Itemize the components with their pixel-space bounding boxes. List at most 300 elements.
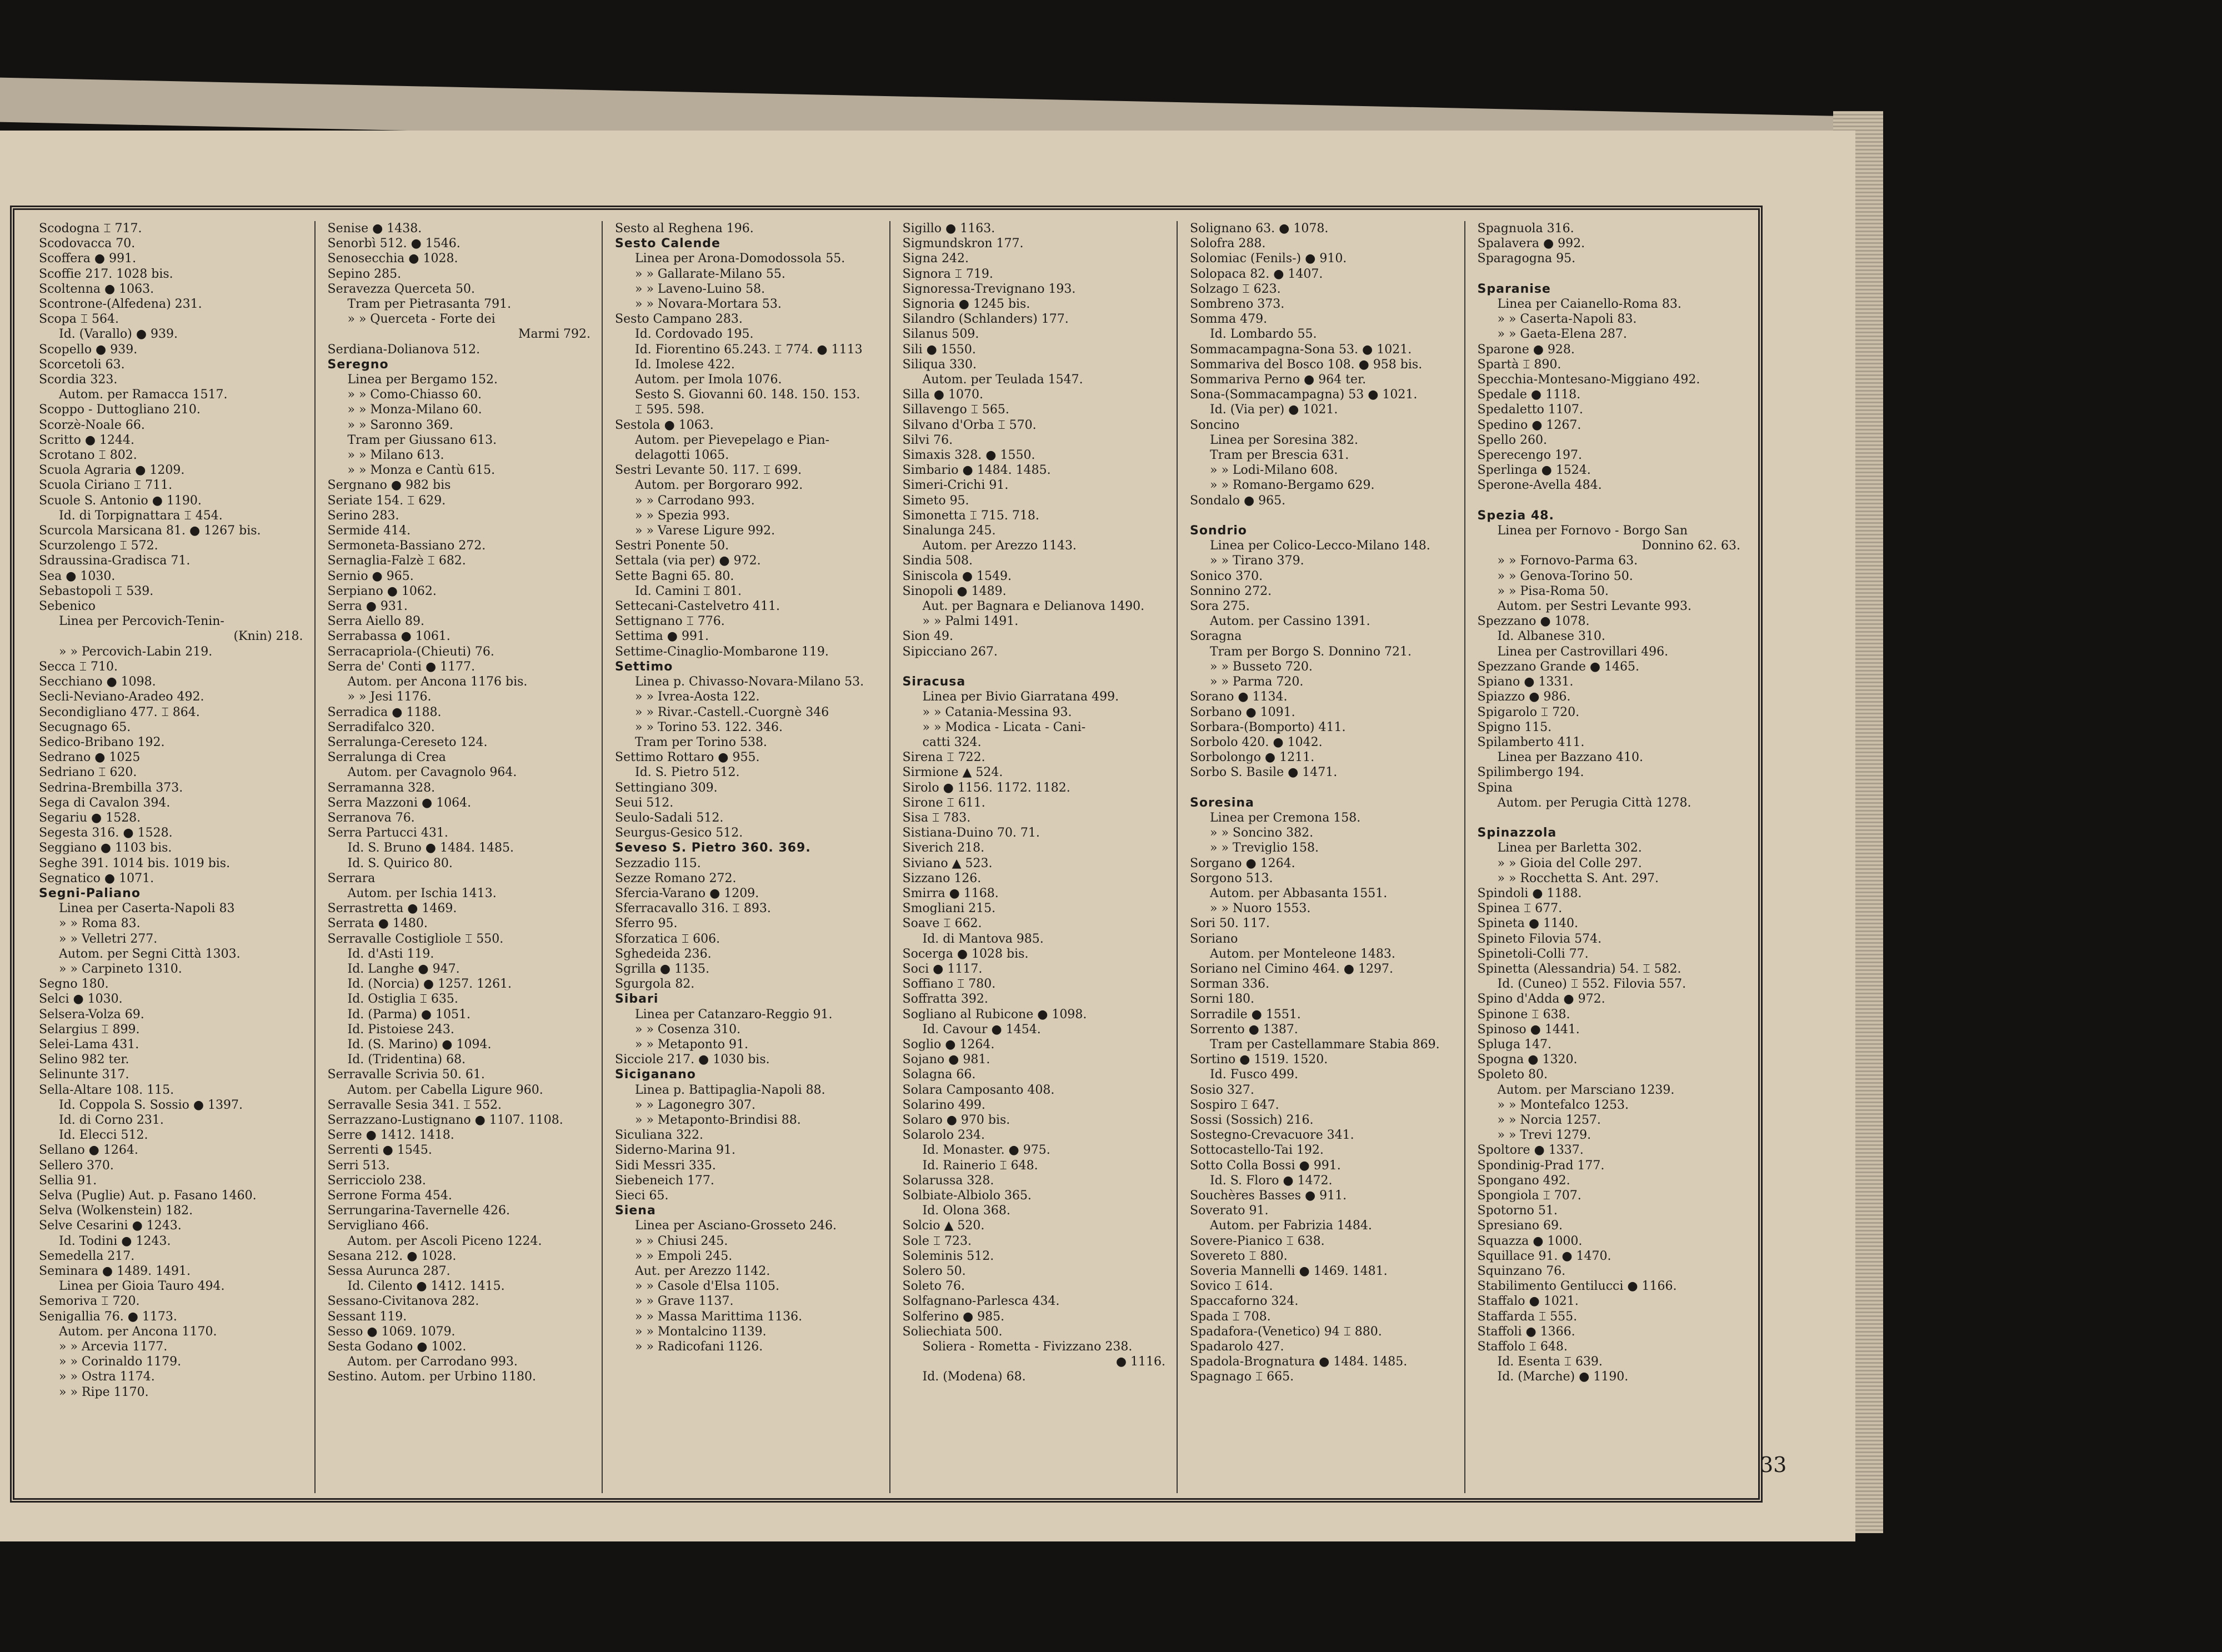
- index-entry: » » Spezia 993.: [635, 508, 730, 523]
- index-entry: Sessa Aurunca 287.: [327, 1264, 451, 1279]
- index-entry: Autom. per Sestri Levante 993.: [1497, 599, 1692, 614]
- index-entry: Sedico-Bribano 192.: [39, 735, 165, 749]
- index-entry: » » Caserta-Napoli 83.: [1497, 312, 1637, 327]
- index-entry: Linea per Colico-Lecco-Milano 148.: [1210, 539, 1430, 553]
- index-entry: ● 1116.: [1115, 1355, 1165, 1369]
- index-entry: Squazza ● 1000.: [1477, 1234, 1583, 1248]
- index-entry: Sermoneta-Bassiano 272.: [327, 539, 486, 553]
- index-entry: ⌶ 595. 598.: [635, 403, 705, 417]
- index-entry: Id. Camini ⌶ 801.: [635, 584, 742, 598]
- index-entry: Semedella 217.: [39, 1249, 135, 1263]
- index-entry: Sebenico: [39, 599, 96, 614]
- index-entry: Segno 180.: [39, 977, 109, 992]
- index-entry: Sperecengo 197.: [1477, 448, 1583, 463]
- index-entry: Serramanna 328.: [327, 780, 436, 795]
- index-entry: Id. (S. Marino) ● 1094.: [347, 1037, 492, 1052]
- index-entry: Id. Imolese 422.: [635, 357, 735, 372]
- page-number: 33: [1760, 1453, 1787, 1477]
- index-entry: Spadafora-(Venetico) 94 ⌶ 880.: [1190, 1324, 1382, 1339]
- index-entry: Settecani-Castelvetro 411.: [615, 599, 780, 614]
- index-frame: [10, 206, 1763, 1503]
- index-entry: » » Nuoro 1553.: [1210, 902, 1311, 916]
- index-entry: Id. Fiorentino 65.243. ⌶ 774. ● 1113: [635, 342, 863, 357]
- index-entry: Id. (Varallo) ● 939.: [59, 327, 178, 342]
- index-entry: » » Montalcino 1139.: [635, 1324, 767, 1339]
- index-entry: Solomiac (Fenils-) ● 910.: [1190, 252, 1347, 266]
- index-entry: Autom. per Ascoli Piceno 1224.: [347, 1234, 542, 1248]
- index-entry: Spoltore ● 1337.: [1477, 1143, 1584, 1158]
- index-entry: Id. (Modena) 68.: [922, 1370, 1026, 1384]
- index-entry: Spagnuola 316.: [1477, 222, 1574, 236]
- index-entry: » » Busseto 720.: [1210, 659, 1313, 674]
- index-entry: [1190, 780, 1459, 795]
- index-entry: Serra ● 931.: [327, 599, 408, 614]
- index-entry: Sedriano ⌶ 620.: [39, 765, 137, 780]
- index-entry: Sogliano al Rubicone ● 1098.: [902, 1007, 1087, 1022]
- index-column-5: [1177, 221, 1464, 1493]
- index-entry: Secca ⌶ 710.: [39, 659, 118, 674]
- index-entry: Seulo-Sadali 512.: [615, 810, 724, 825]
- index-entry: Tram per Torino 538.: [635, 735, 767, 749]
- index-entry: Spinone ⌶ 638.: [1477, 1007, 1570, 1022]
- index-entry: Sovico ⌶ 614.: [1190, 1279, 1273, 1294]
- index-entry: Sellero 370.: [39, 1158, 114, 1173]
- index-entry: Silanus 509.: [902, 327, 979, 342]
- index-entry: Segariu ● 1528.: [39, 810, 141, 825]
- index-entry: Soave ⌶ 662.: [902, 917, 982, 931]
- index-entry: Settima ● 991.: [615, 629, 709, 644]
- index-entry: » » Soncino 382.: [1210, 826, 1314, 840]
- index-entry: » » Radicofani 1126.: [635, 1340, 763, 1354]
- index-entry: Signoria ● 1245 bis.: [902, 297, 1030, 312]
- book-page: [0, 131, 1855, 1541]
- index-entry: Spresiano 69.: [1477, 1219, 1563, 1233]
- index-entry: Spiazzo ● 986.: [1477, 690, 1571, 704]
- index-entry: Serri 513.: [327, 1158, 390, 1173]
- index-entry: Seriate 154. ⌶ 629.: [327, 493, 446, 508]
- index-entry: Selva (Wolkenstein) 182.: [39, 1204, 193, 1218]
- index-entry: Spoleto 80.: [1477, 1068, 1548, 1082]
- index-entry: Tram per Pietrasanta 791.: [347, 297, 512, 312]
- index-columns: [27, 221, 1751, 1493]
- index-entry: Settignano ⌶ 776.: [615, 614, 725, 629]
- index-entry: Sirena ⌶ 722.: [902, 750, 985, 765]
- index-entry: Tram per Castellammare Stabia 869.: [1210, 1037, 1440, 1052]
- index-entry: Secli-Neviano-Aradeo 492.: [39, 690, 204, 704]
- index-entry: » » Milano 613.: [347, 448, 444, 463]
- index-entry: Sombreno 373.: [1190, 297, 1285, 312]
- index-entry: Donnino 62. 63.: [1642, 539, 1740, 553]
- index-entry: Siculiana 322.: [615, 1128, 704, 1143]
- index-entry: Scurzolengo ⌶ 572.: [39, 539, 158, 553]
- index-entry: catti 324.: [922, 735, 982, 749]
- index-entry: Specchia-Montesano-Miggiano 492.: [1477, 373, 1700, 387]
- index-entry: » » Lodi-Milano 608.: [1210, 463, 1338, 478]
- index-entry: Sieci 65.: [615, 1189, 669, 1203]
- index-entry: Sferro 95.: [615, 917, 678, 931]
- index-entry: Autom. per Marsciano 1239.: [1497, 1083, 1675, 1097]
- index-entry: Autom. per Segni Città 1303.: [59, 947, 241, 961]
- index-entry: Senise ● 1438.: [327, 222, 422, 236]
- index-entry: Id. S. Bruno ● 1484. 1485.: [347, 841, 514, 855]
- index-entry: Sellia 91.: [39, 1173, 97, 1188]
- index-entry: Signa 242.: [902, 252, 969, 266]
- index-entry: » » Fornovo-Parma 63.: [1497, 554, 1638, 568]
- index-entry: Sinalunga 245.: [902, 524, 996, 538]
- index-column-3: [602, 221, 889, 1493]
- index-entry: Spigarolo ⌶ 720.: [1477, 705, 1580, 719]
- index-entry: Autom. per Ischia 1413.: [347, 886, 497, 900]
- index-entry: Siviano ▲ 523.: [902, 856, 993, 870]
- index-entry: Secchiano ● 1098.: [39, 675, 156, 689]
- index-entry: » » Ostra 1174.: [59, 1370, 155, 1384]
- index-entry: Squillace 91. ● 1470.: [1477, 1249, 1612, 1263]
- index-entry: Spaccaforno 324.: [1190, 1294, 1299, 1309]
- index-entry: Spalavera ● 992.: [1477, 237, 1585, 251]
- index-entry: Linea per Arona-Domodossola 55.: [635, 252, 845, 266]
- index-entry: Silla ● 1070.: [902, 388, 983, 402]
- index-entry: Serravalle Sesia 341. ⌶ 552.: [327, 1098, 502, 1112]
- index-entry: Spinea ⌶ 677.: [1477, 902, 1563, 916]
- index-entry: Simaxis 328. ● 1550.: [902, 448, 1035, 463]
- index-entry: Sesto Campano 283.: [615, 312, 743, 327]
- index-entry: Solignano 63. ● 1078.: [1190, 222, 1329, 236]
- index-entry: Serranova 76.: [327, 810, 415, 825]
- index-entry: Sestola ● 1063.: [615, 418, 714, 432]
- index-entry: Id. di Torpignattara ⌶ 454.: [59, 508, 223, 523]
- index-entry: Sebastopoli ⌶ 539.: [39, 584, 154, 598]
- index-entry: » » Monza e Cantù 615.: [347, 463, 496, 478]
- index-entry: Scopello ● 939.: [39, 342, 138, 357]
- index-entry: Sergnano ● 982 bis: [327, 478, 451, 493]
- index-entry: Serrazzano-Lustignano ● 1107. 1108.: [327, 1113, 563, 1127]
- index-entry: » » Jesi 1176.: [347, 690, 432, 704]
- index-entry: Autom. per Abbasanta 1551.: [1210, 886, 1388, 900]
- index-entry: » » Norcia 1257.: [1497, 1113, 1601, 1127]
- index-entry: Spiano ● 1331.: [1477, 675, 1574, 689]
- index-entry: Sezzadio 115.: [615, 856, 701, 870]
- index-entry: Sella-Altare 108. 115.: [39, 1083, 174, 1097]
- index-entry: » » Velletri 277.: [59, 932, 158, 946]
- index-entry: Sfercia-Varano ● 1209.: [615, 886, 759, 900]
- index-entry: » » Percovich-Labin 219.: [59, 644, 213, 659]
- index-entry: Sparagogna 95.: [1477, 252, 1576, 266]
- index-entry: Scoppo - Duttogliano 210.: [39, 403, 201, 417]
- index-entry: Sonnino 272.: [1190, 584, 1272, 598]
- index-entry: Spina: [1477, 780, 1513, 795]
- index-entry: Solara Camposanto 408.: [902, 1083, 1055, 1097]
- index-entry: Sondalo ● 965.: [1190, 493, 1286, 508]
- index-entry: Linea per Caianello-Roma 83.: [1497, 297, 1681, 312]
- index-entry: Spinetta (Alessandria) 54. ⌶ 582.: [1477, 962, 1681, 976]
- index-entry: Id. S. Floro ● 1472.: [1210, 1173, 1333, 1188]
- index-entry: Spilimbergo 194.: [1477, 765, 1584, 780]
- index-entry: Sorgono 513.: [1190, 871, 1273, 885]
- index-entry: Sostegno-Crevacuore 341.: [1190, 1128, 1354, 1143]
- index-entry: Soliera - Rometta - Fivizzano 238.: [922, 1340, 1133, 1354]
- index-entry: Sirolo ● 1156. 1172. 1182.: [902, 780, 1070, 795]
- index-entry: Sorbara-(Bomporto) 411.: [1190, 720, 1346, 734]
- index-entry: Sferracavallo 316. ⌶ 893.: [615, 902, 771, 916]
- index-entry: Sega di Cavalon 394.: [39, 795, 171, 810]
- index-entry: Sorgano ● 1264.: [1190, 856, 1295, 870]
- index-entry: Souchères Basses ● 911.: [1190, 1189, 1347, 1203]
- index-entry: Sole ⌶ 723.: [902, 1234, 972, 1248]
- index-entry: Sesto S. Giovanni 60. 148. 150. 153.: [635, 388, 860, 402]
- index-entry: Spagnago ⌶ 665.: [1190, 1370, 1294, 1384]
- index-entry: Sion 49.: [902, 629, 954, 644]
- index-entry: Socerga ● 1028 bis.: [902, 947, 1029, 961]
- index-entry: Aut. per Arezzo 1142.: [635, 1264, 770, 1279]
- index-entry: Id. Langhe ● 947.: [347, 962, 460, 976]
- index-entry: Id. (Tridentina) 68.: [347, 1053, 466, 1067]
- index-entry: Spluga 147.: [1477, 1037, 1552, 1052]
- index-entry: Scodovacca 70.: [39, 237, 136, 251]
- index-entry: Id. Cordovado 195.: [635, 327, 754, 342]
- index-entry: Sorrento ● 1387.: [1190, 1022, 1298, 1037]
- index-entry: Squinzano 76.: [1477, 1264, 1566, 1279]
- index-entry: Serrara: [327, 871, 376, 885]
- index-entry: Senigallia 76. ● 1173.: [39, 1309, 177, 1324]
- index-entry: Sora 275.: [1190, 599, 1250, 614]
- index-entry: Sparone ● 928.: [1477, 342, 1575, 357]
- index-entry: Serrenti ● 1545.: [327, 1143, 432, 1158]
- index-entry: » » Pisa-Roma 50.: [1497, 584, 1609, 598]
- index-entry: Id. (Parma) ● 1051.: [347, 1007, 471, 1022]
- index-entry: » » Querceta - Forte dei: [347, 312, 496, 327]
- index-entry: Secugnago 65.: [39, 720, 131, 734]
- index-entry: Sonico 370.: [1190, 569, 1263, 583]
- index-entry: Sesso ● 1069. 1079.: [327, 1324, 456, 1339]
- index-entry: Sili ● 1550.: [902, 342, 976, 357]
- index-entry: » » Arcevia 1177.: [59, 1340, 168, 1354]
- index-entry: Id. Ostiglia ⌶ 635.: [347, 992, 458, 1007]
- index-entry: Serra Mazzoni ● 1064.: [327, 795, 472, 810]
- index-entry: Siebeneich 177.: [615, 1173, 714, 1188]
- index-entry: Scopa ⌶ 564.: [39, 312, 119, 327]
- index-entry: Id. Elecci 512.: [59, 1128, 148, 1143]
- index-entry: Marmi 792.: [518, 327, 590, 342]
- index-entry: » » Grave 1137.: [635, 1294, 734, 1309]
- index-entry: Sovere-Pianico ⌶ 638.: [1190, 1234, 1325, 1248]
- index-entry: Scontrone-(Alfedena) 231.: [39, 297, 202, 312]
- index-entry: Autom. per Carrodano 993.: [347, 1355, 518, 1369]
- index-entry: » » Gioia del Colle 297.: [1497, 856, 1642, 870]
- index-entry: Silvano d'Orba ⌶ 570.: [902, 418, 1037, 432]
- index-entry: Siliqua 330.: [902, 357, 977, 372]
- index-entry: Serra Aiello 89.: [327, 614, 424, 629]
- index-entry: Id. (Cuneo) ⌶ 552. Filovia 557.: [1497, 977, 1686, 992]
- index-entry: Sotto Colla Bossi ● 991.: [1190, 1158, 1341, 1173]
- index-entry: Scritto ● 1244.: [39, 433, 135, 447]
- index-entry: Sea ● 1030.: [39, 569, 116, 583]
- index-entry: Autom. per Ramacca 1517.: [59, 388, 228, 402]
- index-entry: Siderno-Marina 91.: [615, 1143, 736, 1158]
- index-entry: Id. (Norcia) ● 1257. 1261.: [347, 977, 512, 992]
- index-column-4: [889, 221, 1177, 1493]
- index-entry: Id. Albanese 310.: [1497, 629, 1605, 644]
- index-entry: Spineta ● 1140.: [1477, 917, 1578, 931]
- index-entry: Sette Bagni 65. 80.: [615, 569, 734, 583]
- index-entry: Id. Esenta ⌶ 639.: [1497, 1355, 1603, 1369]
- index-entry: Sdraussina-Gradisca 71.: [39, 554, 191, 568]
- index-entry: Sernaglia-Falzè ⌶ 682.: [327, 554, 466, 568]
- index-entry: Sorbolo 420. ● 1042.: [1190, 735, 1323, 749]
- index-entry: Soffiano ⌶ 780.: [902, 977, 996, 992]
- index-entry: Seurgus-Gesico 512.: [615, 826, 743, 840]
- index-entry: Sorbo S. Basile ● 1471.: [1190, 765, 1338, 780]
- index-entry: Spezzano Grande ● 1465.: [1477, 659, 1640, 674]
- index-entry: Solero 50.: [902, 1264, 966, 1279]
- index-entry: Sicciole 217. ● 1030 bis.: [615, 1053, 770, 1067]
- index-entry: Sessano-Civitanova 282.: [327, 1294, 479, 1309]
- index-entry: Sestri Levante 50. 117. ⌶ 699.: [615, 463, 802, 478]
- index-heading: Spezia 48.: [1477, 508, 1554, 523]
- index-entry: Sindia 508.: [902, 554, 973, 568]
- index-entry: Autom. per Teulada 1547.: [922, 373, 1083, 387]
- index-entry: Staffolo ⌶ 648.: [1477, 1340, 1568, 1354]
- index-entry: Solarolo 234.: [902, 1128, 985, 1143]
- index-entry: Linea per Gioia Tauro 494.: [59, 1279, 225, 1294]
- index-entry: Spezzano ● 1078.: [1477, 614, 1590, 629]
- index-entry: Solarino 499.: [902, 1098, 985, 1112]
- index-entry: Sepino 285.: [327, 267, 402, 281]
- index-entry: Siniscola ● 1549.: [902, 569, 1012, 583]
- index-entry: Spongiola ⌶ 707.: [1477, 1189, 1582, 1203]
- index-entry: Linea p. Chivasso-Novara-Milano 53.: [635, 675, 864, 689]
- index-entry: Solferino ● 985.: [902, 1309, 1005, 1324]
- index-entry: Scordia 323.: [39, 373, 118, 387]
- index-entry: Linea per Barletta 302.: [1497, 841, 1642, 855]
- index-entry: Sommacampagna-Sona 53. ● 1021.: [1190, 342, 1412, 357]
- index-entry: Autom. per Borgoraro 992.: [635, 478, 803, 493]
- index-entry: Sorradile ● 1551.: [1190, 1007, 1301, 1022]
- index-entry: Serra Partucci 431.: [327, 826, 448, 840]
- index-entry: Simbario ● 1484. 1485.: [902, 463, 1051, 478]
- index-entry: Sgurgola 82.: [615, 977, 695, 992]
- index-entry: Soliechiata 500.: [902, 1324, 1003, 1339]
- index-entry: Scoffera ● 991.: [39, 252, 137, 266]
- index-entry: Sigillo ● 1163.: [902, 222, 995, 236]
- index-entry: Serralunga di Crea: [327, 750, 446, 765]
- index-entry: Sorman 336.: [1190, 977, 1269, 992]
- index-entry: Id. Cavour ● 1454.: [922, 1022, 1041, 1037]
- index-entry: » » Casole d'Elsa 1105.: [635, 1279, 780, 1294]
- index-entry: Sestino. Autom. per Urbino 1180.: [327, 1370, 536, 1384]
- index-entry: Settime-Cinaglio-Mombarone 119.: [615, 644, 829, 659]
- index-entry: » » Torino 53. 122. 346.: [635, 720, 783, 734]
- index-entry: Serravalle Scrivia 50. 61.: [327, 1068, 485, 1082]
- index-entry: Sestri Ponente 50.: [615, 539, 729, 553]
- index-entry: Seggiano ● 1103 bis.: [39, 841, 172, 855]
- index-entry: Solofra 288.: [1190, 237, 1266, 251]
- index-entry: Linea per Fornovo - Borgo San: [1497, 524, 1688, 538]
- index-entry: Autom. per Cabella Ligure 960.: [347, 1083, 543, 1097]
- index-entry: Serpiano ● 1062.: [327, 584, 437, 598]
- index-entry: » » Lagonegro 307.: [635, 1098, 755, 1112]
- index-entry: Serradifalco 320.: [327, 720, 435, 734]
- index-entry: Autom. per Pievepelago e Pian-: [635, 433, 830, 447]
- index-entry: (Knin) 218.: [233, 629, 303, 644]
- index-entry: Sgrilla ● 1135.: [615, 962, 710, 976]
- index-entry: Soverato 91.: [1190, 1204, 1269, 1218]
- index-entry: Sisa ⌶ 783.: [902, 810, 971, 825]
- index-entry: » » Tirano 379.: [1210, 554, 1304, 568]
- index-entry: Linea per Soresina 382.: [1210, 433, 1358, 447]
- index-entry: Sedrina-Brembilla 373.: [39, 780, 183, 795]
- index-entry: Sospiro ⌶ 647.: [1190, 1098, 1279, 1112]
- index-entry: Spindoli ● 1188.: [1477, 886, 1582, 900]
- index-heading: Segni-Paliano: [39, 886, 141, 900]
- index-entry: Sistiana-Duino 70. 71.: [902, 826, 1040, 840]
- index-entry: Tram per Brescia 631.: [1210, 448, 1349, 463]
- index-entry: Scoffie 217. 1028 bis.: [39, 267, 173, 281]
- index-entry: » » Treviglio 158.: [1210, 841, 1319, 855]
- index-entry: » » Ripe 1170.: [59, 1385, 149, 1399]
- index-entry: Soleminis 512.: [902, 1249, 994, 1263]
- index-entry: » » Rocchetta S. Ant. 297.: [1497, 871, 1659, 885]
- index-entry: Linea per Bergamo 152.: [347, 373, 498, 387]
- index-entry: Selargius ⌶ 899.: [39, 1022, 140, 1037]
- index-entry: » » Palmi 1491.: [922, 614, 1019, 629]
- index-entry: Sedrano ● 1025: [39, 750, 141, 765]
- index-entry: » » Romano-Bergamo 629.: [1210, 478, 1375, 493]
- index-entry: Seravezza Querceta 50.: [327, 282, 475, 296]
- index-entry: » » Catania-Messina 93.: [922, 705, 1072, 719]
- index-entry: [1478, 267, 1746, 282]
- index-entry: Selinunte 317.: [39, 1068, 129, 1082]
- index-heading: Soresina: [1190, 795, 1254, 810]
- index-entry: Spinetoli-Colli 77.: [1477, 947, 1589, 961]
- index-entry: Sellano ● 1264.: [39, 1143, 138, 1158]
- index-heading: Settimo: [615, 659, 673, 674]
- index-entry: Spongano 492.: [1477, 1173, 1570, 1188]
- index-entry: Serrabassa ● 1061.: [327, 629, 451, 644]
- index-entry: » » Parma 720.: [1210, 675, 1304, 689]
- index-entry: » » Gaeta-Elena 287.: [1497, 327, 1627, 342]
- index-entry: Solaro ● 970 bis.: [902, 1113, 1010, 1127]
- index-entry: [903, 659, 1172, 674]
- index-entry: Sezze Romano 272.: [615, 871, 737, 885]
- index-entry: » » Roma 83.: [59, 917, 141, 931]
- index-entry: Sommariva del Bosco 108. ● 958 bis.: [1190, 357, 1423, 372]
- index-entry: Selve Cesarini ● 1243.: [39, 1219, 182, 1233]
- index-entry: Sirone ⌶ 611.: [902, 795, 985, 810]
- index-entry: Serdiana-Dolianova 512.: [327, 342, 481, 357]
- index-entry: Autom. per Ancona 1170.: [59, 1324, 217, 1339]
- index-entry: Soleto 76.: [902, 1279, 965, 1294]
- index-entry: Sesto al Reghena 196.: [615, 222, 754, 236]
- index-entry: Tram per Giussano 613.: [347, 433, 497, 447]
- index-entry: Solopaca 82. ● 1407.: [1190, 267, 1323, 281]
- index-entry: » » Corinaldo 1179.: [59, 1355, 182, 1369]
- index-entry: » » Monza-Milano 60.: [347, 403, 482, 417]
- index-entry: Aut. per Bagnara e Delianova 1490.: [922, 599, 1145, 614]
- index-entry: Seminara ● 1489. 1491.: [39, 1264, 191, 1279]
- index-entry: Autom. per Ancona 1176 bis.: [347, 675, 528, 689]
- index-heading: Sibari: [615, 992, 659, 1007]
- index-entry: Serradica ● 1188.: [327, 705, 442, 719]
- index-entry: Semoriva ⌶ 720.: [39, 1294, 140, 1309]
- index-entry: Autom. per Cavagnolo 964.: [347, 765, 517, 780]
- index-entry: Autom. per Cassino 1391.: [1210, 614, 1370, 629]
- index-entry: » » Modica - Licata - Cani-: [922, 720, 1086, 734]
- index-entry: Sillavengo ⌶ 565.: [902, 403, 1009, 417]
- index-entry: Smirra ● 1168.: [902, 886, 999, 900]
- index-entry: Id. Monaster. ● 975.: [922, 1143, 1050, 1158]
- index-entry: Sorni 180.: [1190, 992, 1255, 1007]
- index-entry: Spineto Filovia 574.: [1477, 932, 1602, 946]
